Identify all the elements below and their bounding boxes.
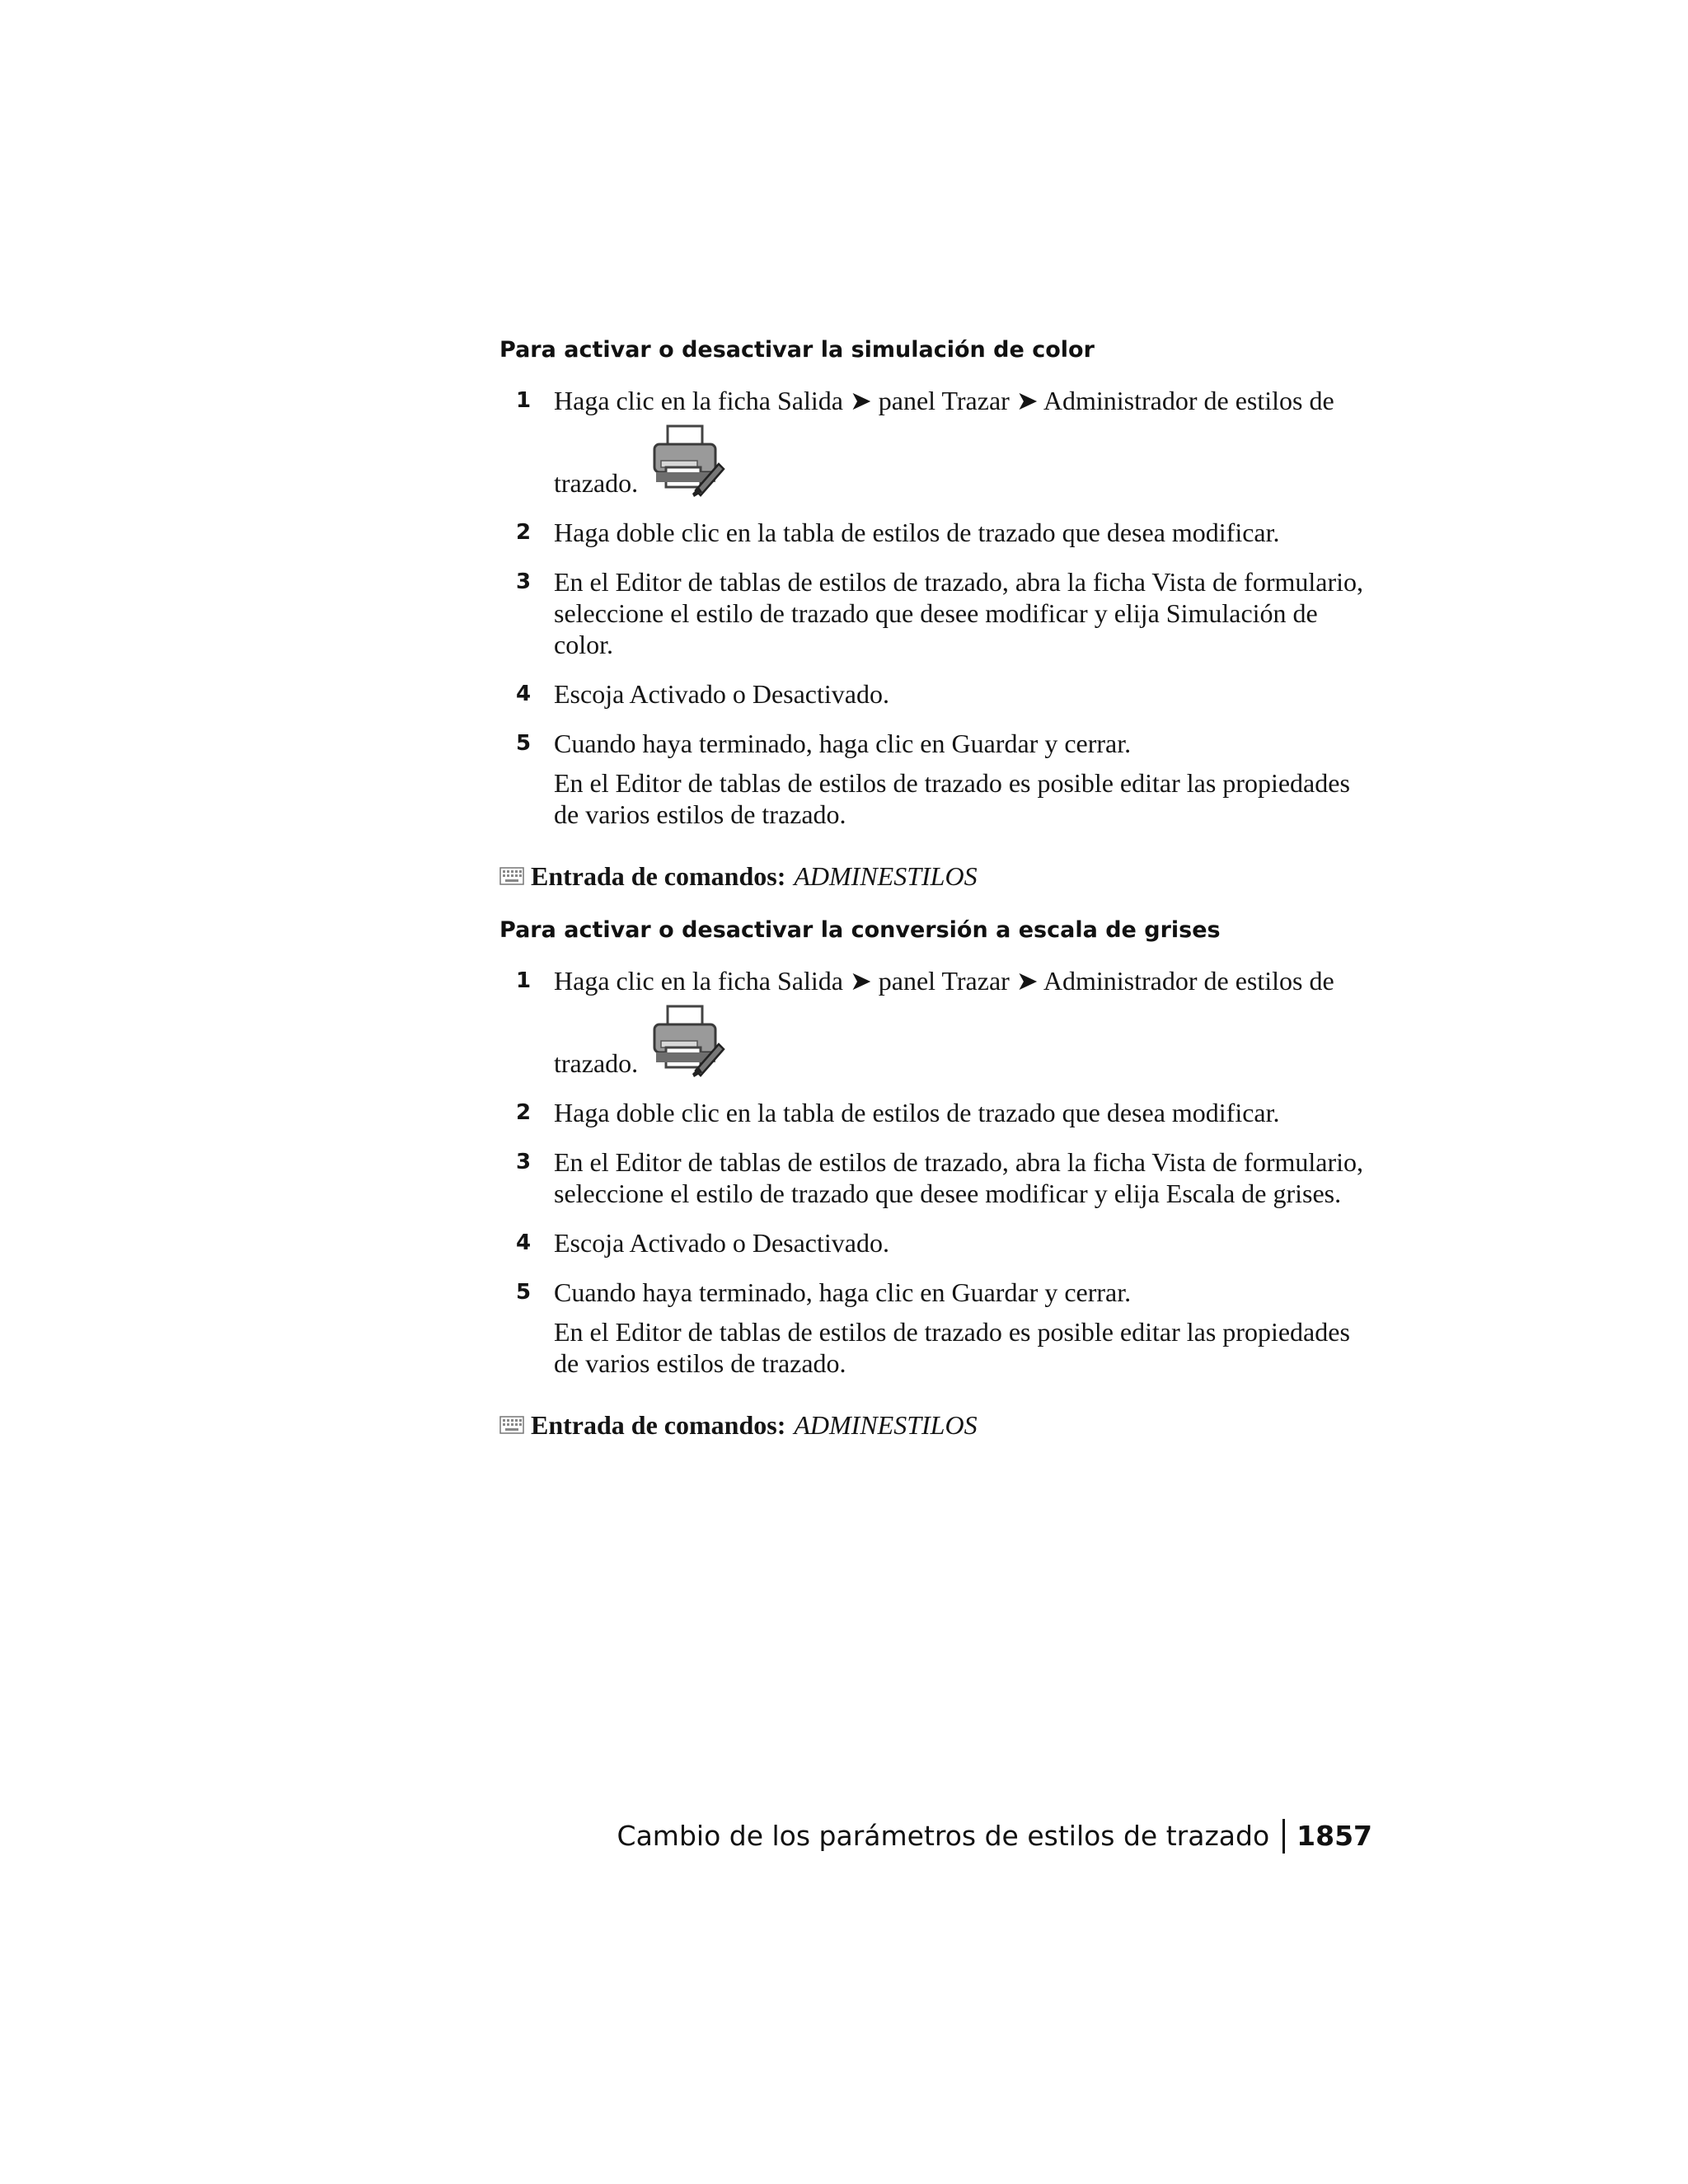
step-text-continued: trazado. <box>554 468 639 498</box>
step-text: En el Editor de tablas de estilos de trazado, abra la ficha Vista de formulario, seleccione el estilo de trazado que desee modificar y elija Escala de grises. <box>554 1147 1364 1208</box>
page-content <box>499 334 1373 1463</box>
command-entry <box>499 860 1373 893</box>
step-text: Haga clic en la ficha Salida ➤ panel Trazar ➤ Administrador de estilos de <box>554 966 1334 996</box>
step-text-continued: trazado. <box>554 1048 639 1078</box>
step-number: 5 <box>516 1280 532 1305</box>
step-number: 1 <box>516 388 532 413</box>
step-item <box>499 517 1373 548</box>
printer-paintbrush-icon[interactable] <box>646 419 725 499</box>
step-item <box>499 566 1373 660</box>
step-number: 3 <box>516 569 532 594</box>
footer-divider <box>1282 1819 1285 1854</box>
step-item <box>499 385 1373 499</box>
printer-paintbrush-icon[interactable] <box>646 1000 725 1079</box>
section-color-simulation <box>499 334 1373 893</box>
step-number: 2 <box>516 520 532 545</box>
step-text: Cuando haya terminado, haga clic en Guardar y cerrar. <box>554 729 1132 758</box>
step-number: 3 <box>516 1150 532 1174</box>
step-item <box>499 678 1373 710</box>
step-continuation <box>554 419 1373 499</box>
step-number: 4 <box>516 682 532 706</box>
step-note: En el Editor de tablas de estilos de trazado es posible editar las propiedades de varios estilos de trazado. <box>554 1317 1350 1378</box>
step-text: Escoja Activado o Desactivado. <box>554 1228 889 1258</box>
section-heading: Para activar o desactivar la conversión a escala de grises <box>499 917 1221 943</box>
step-item <box>499 1277 1373 1379</box>
step-text: En el Editor de tablas de estilos de trazado, abra la ficha Vista de formulario, seleccione el estilo de trazado que desee modificar y elija Simulación de color. <box>554 567 1364 659</box>
step-item <box>499 1146 1373 1209</box>
step-item <box>499 1227 1373 1258</box>
step-item <box>499 965 1373 1079</box>
command-label: Entrada de comandos: <box>531 1410 786 1440</box>
step-text: Haga doble clic en la tabla de estilos de trazado que desea modificar. <box>554 1098 1280 1127</box>
step-note: En el Editor de tablas de estilos de trazado es posible editar las propiedades de varios estilos de trazado. <box>554 768 1350 829</box>
step-text: Cuando haya terminado, haga clic en Guardar y cerrar. <box>554 1277 1132 1307</box>
page-footer <box>617 1811 1372 1861</box>
footer-title: Cambio de los parámetros de estilos de trazado <box>617 1820 1270 1852</box>
page-number: 1857 <box>1296 1820 1372 1852</box>
step-number: 1 <box>516 968 532 993</box>
step-number: 5 <box>516 731 532 756</box>
section-heading: Para activar o desactivar la simulación de color <box>499 337 1095 363</box>
step-item <box>499 1097 1373 1128</box>
step-list <box>499 965 1373 1379</box>
step-text: Haga clic en la ficha Salida ➤ panel Trazar ➤ Administrador de estilos de <box>554 386 1334 415</box>
step-text: Escoja Activado o Desactivado. <box>554 679 889 709</box>
step-number: 4 <box>516 1230 532 1255</box>
step-text: Haga doble clic en la tabla de estilos de trazado que desea modificar. <box>554 518 1280 547</box>
command-value: ADMINESTILOS <box>794 1410 978 1440</box>
keyboard-icon <box>499 1416 524 1434</box>
section-grayscale-conversion <box>499 914 1373 1441</box>
step-item <box>499 728 1373 830</box>
step-list <box>499 385 1373 830</box>
command-label: Entrada de comandos: <box>531 861 786 891</box>
step-number: 2 <box>516 1100 532 1125</box>
command-entry <box>499 1408 1373 1441</box>
step-continuation <box>554 1000 1373 1079</box>
keyboard-icon <box>499 867 524 885</box>
command-value: ADMINESTILOS <box>794 861 978 891</box>
